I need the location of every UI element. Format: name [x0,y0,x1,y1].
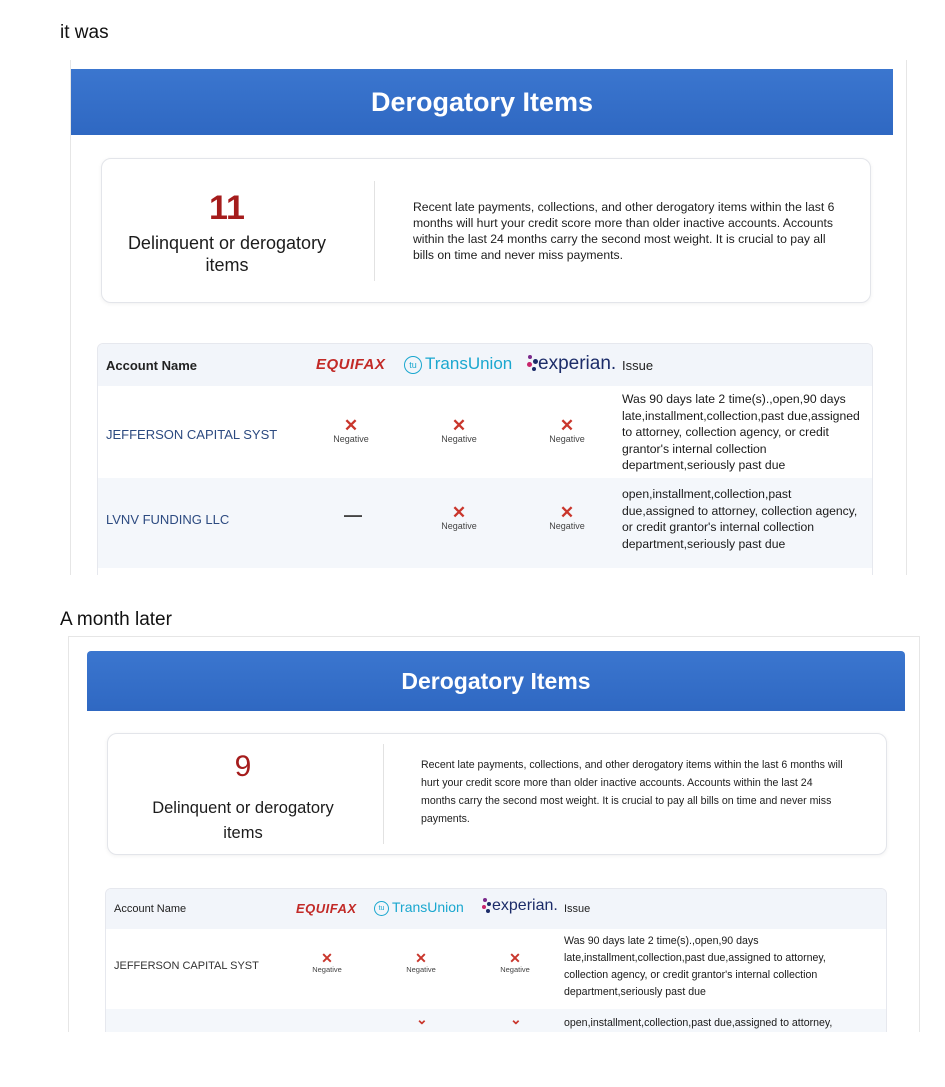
experian-dots-icon [526,354,538,374]
experian-status: ✕ Negative [542,417,592,444]
table-row[interactable] [98,478,872,568]
x-mark-icon: ✕ [451,503,467,522]
account-name: JEFFERSON CAPITAL SYST [106,427,278,442]
banner-title: Derogatory Items [370,86,594,117]
x-mark-icon: ✕ [559,503,575,522]
experian-dots-icon [481,897,492,915]
issue-text: open,installment,collection,past due,assigned to attorney, collection agency, or credit grantor's internal collection department,seriously past due [622,487,858,551]
caption-before: it was [60,22,109,43]
table-header [106,889,886,929]
transunion-status: ✕ Negative [434,417,484,444]
equifax-status: ✕ Negative [304,951,350,974]
banner-title: Derogatory Items [401,667,591,694]
chevron-down-icon: ⌄ [510,1011,522,1027]
delinquent-count-label: Delinquent or derogatory items [152,799,334,842]
transunion-logo [374,899,464,916]
x-mark-icon: ✕ [343,416,359,435]
description: Recent late payments, collections, and other derogatory items within the last 6 months will hurt your credit score more than older inactive accounts. Accounts within the last 24 months carry the second most weight. It is crucial to pay all bills on time and never miss payments. [413,200,835,262]
transunion-mark-icon: tu [374,901,389,916]
transunion-logo-text: TransUnion [392,899,464,915]
delinquent-count: 9 [234,750,252,783]
experian-status: ✕ Negative [542,504,592,531]
table-row[interactable] [106,929,886,1009]
issue-text: Was 90 days late 2 time(s).,open,90 days late,installment,collection,past due,assigned to attorney, collection agency, or credit grantor's internal collection department,seriously past due [564,935,826,998]
account-name: LVNV FUNDING LLC [106,512,230,527]
header-issue: Issue [564,903,591,915]
delinquent-count-label: Delinquent or derogatory items [127,233,327,275]
experian-logo-text: experian. [538,353,617,374]
x-mark-icon: ✕ [415,950,427,966]
experian-logo-text: experian. [492,897,558,915]
issue-text: Was 90 days late 2 time(s).,open,90 days late,installment,collection,past due,assigned to attorney, collection agency, or credit grantor's internal collection department,seriously past due [622,392,860,472]
dash-icon: — [344,505,362,525]
divider [383,744,384,844]
experian-status: ✕ Negative [492,951,538,974]
derogatory-table [97,343,873,575]
transunion-logo-text: TransUnion [425,354,513,373]
transunion-mark-icon: tu [404,356,422,374]
x-mark-icon: ✕ [559,416,575,435]
summary-card [107,733,887,855]
transunion-status: ✕ Negative [398,951,444,974]
account-name: JEFFERSON CAPITAL SYST [114,960,259,972]
summary-card [101,158,871,303]
experian-logo [526,353,616,375]
table-row[interactable] [98,386,872,478]
issue-text: open,installment,collection,past due,assigned to attorney, [564,1017,833,1029]
banner [71,69,893,135]
x-mark-icon: ✕ [451,416,467,435]
description: Recent late payments, collections, and other derogatory items within the last 6 months will hurt your credit score more than older inactive accounts. Accounts within the last 24 months carry the second most weight. It is crucial to pay all bills on time and never miss payments. [421,759,843,825]
equifax-logo: EQUIFAX [316,356,386,373]
transunion-status: ✕ Negative [434,504,484,531]
table-header [98,344,872,386]
derogatory-table [105,888,887,1032]
chevron-down-icon: ⌄ [416,1011,428,1027]
derogatory-panel-before [70,60,907,575]
header-issue: Issue [622,358,654,373]
divider [374,181,375,281]
transunion-logo [404,354,512,374]
equifax-status: ✕ Negative [326,417,376,444]
x-mark-icon: ✕ [321,950,333,966]
header-account-name: Account Name [106,358,198,373]
experian-logo [481,897,558,915]
table-row[interactable] [106,1009,886,1032]
equifax-logo: EQUIFAX [296,901,357,916]
header-account-name: Account Name [114,903,187,915]
derogatory-panel-after [68,636,920,1032]
banner [87,651,905,711]
caption-after: A month later [60,609,172,630]
x-mark-icon: ✕ [509,950,521,966]
delinquent-count: 11 [209,189,245,227]
